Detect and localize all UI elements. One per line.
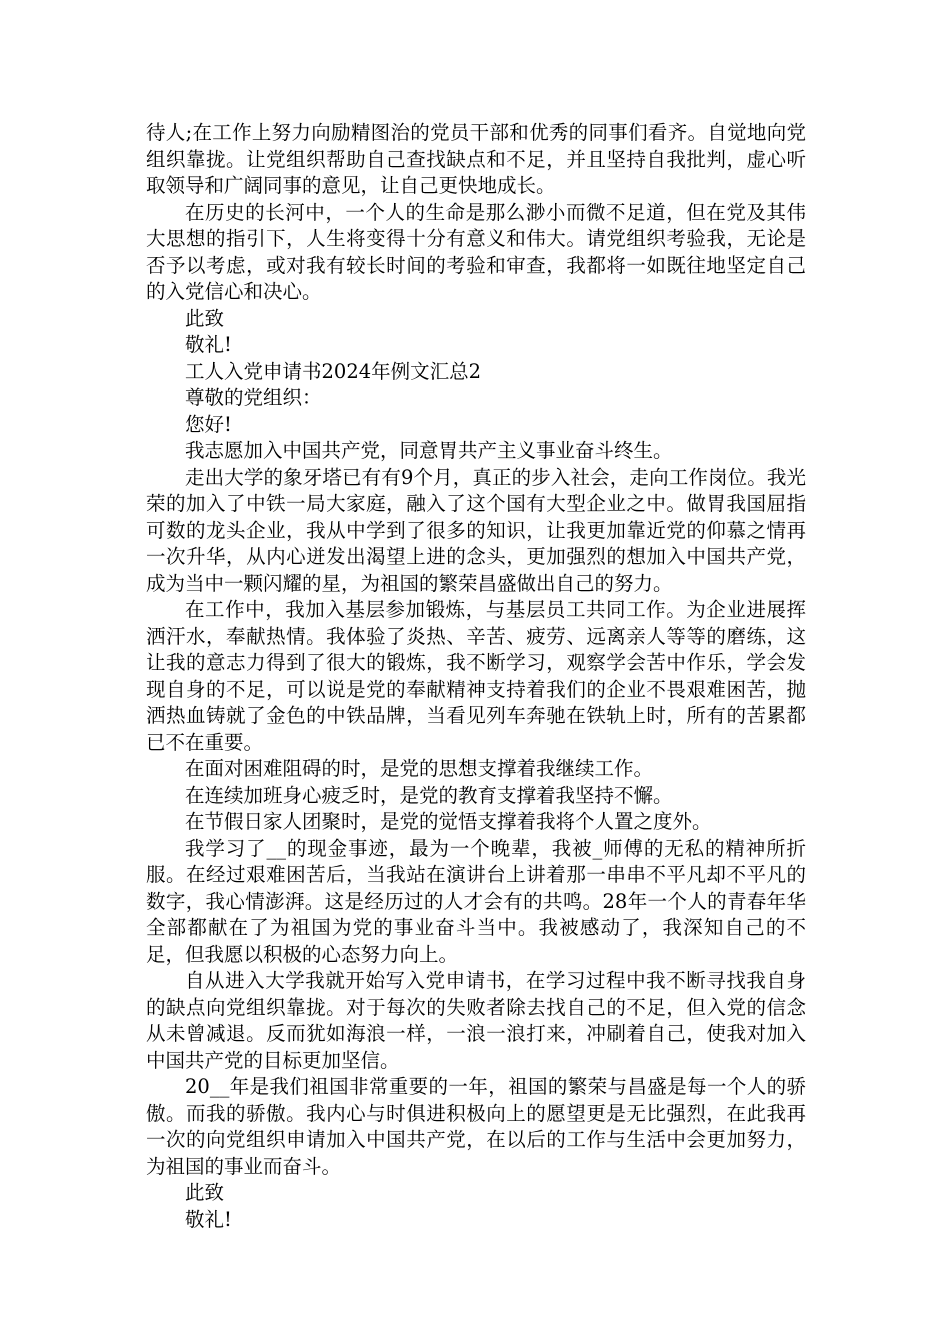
closing-salutation-2: 此致	[185, 1181, 225, 1204]
paragraph-year: 20__年是我们祖国非常重要的一年，祖国的繁荣与昌盛是每一个人的骄傲。而我的骄傲。我内心与时俱进积极向上的愿望更是无比强烈，在此我再一次的向党组织申请加入中国共产党，在以后的工作与生活中会更加努力，为祖国的事业而奋斗。	[146, 1075, 806, 1178]
document-page	[146, 120, 806, 1233]
paragraph-work: 在工作中，我加入基层参加锻炼，与基层员工共同工作。为企业进展挥洒汗水，奉献热情。我体验了炎热、辛苦、疲劳、远离亲人等等的磨练，这让我的意志力得到了很大的锻炼，我不断学习，观察学会苦中作乐，学会发现自身的不足，可以说是党的奉献精神支持着我们的企业不畏艰难困苦，抛洒热血铸就了金色的中铁品牌，当看见列车奔驰在铁轨上时，所有的苦累都已不在重要。	[146, 598, 806, 754]
paragraph-learning: 我学习了__的现金事迹，最为一个晚辈，我被_师傅的无私的精神所折服。在经过艰难困苦后，当我站在演讲台上讲着那一串串不平凡却不平凡的数字，我心情澎湃。这是经历过的人才会有的共鸣。28年一个人的青春年华全部都献在了为祖国为党的事业奋斗当中。我被感动了，我深知自己的不足，但我愿以积极的心态努力向上。	[146, 836, 806, 966]
closing-salutation: 此致	[185, 306, 225, 330]
closing-regards: 敬礼!	[185, 333, 232, 356]
greeting-addressee: 尊敬的党组织：	[185, 386, 322, 409]
paragraph-history: 在历史的长河中，一个人的生命是那么渺小而微不足道，但在党及其伟大思想的指引下，人生将变得十分有意义和伟大。请党组织考验我，无论是否予以考虑，或对我有较长时间的考验和审查，我都将一如既往地坚定自己的入党信心和决心。	[146, 200, 806, 303]
paragraph-holiday: 在节假日家人团聚时，是党的觉悟支撑着我将个人置之度外。	[185, 810, 712, 833]
section-heading: 工人入党申请书2024年例文汇总2	[185, 359, 482, 383]
closing-regards-2: 敬礼!	[185, 1207, 232, 1231]
paragraph-difficulty: 在面对困难阻碍的时，是党的思想支撑着我继续工作。	[185, 757, 654, 780]
paragraph-continuation: 待人;在工作上努力向励精图治的党员干部和优秀的同事们看齐。自觉地向党组织靠拢。让党组织帮助自己查找缺点和不足，并且坚持自我批判，虚心听取领导和广阔同事的意见，让自己更快地成长。	[146, 121, 806, 197]
paragraph-pledge: 我志愿加入中国共产党，同意胃共产主义事业奋斗终生。	[185, 439, 673, 462]
paragraph-university: 自从进入大学我就开始写入党申请书，在学习过程中我不断寻找我自身的缺点向党组织靠拢。对于每次的失败者除去找自己的不足，但入党的信念从未曾减退。反而犹如海浪一样，一浪一浪打来，冲刷着自己，使我对加入中国共产党的目标更加坚信。	[146, 969, 806, 1072]
paragraph-overtime: 在连续加班身心疲乏时，是党的教育支撑着我坚持不懈。	[185, 783, 673, 807]
greeting-hello: 您好!	[185, 412, 232, 436]
paragraph-career-start: 走出大学的象牙塔已有有9个月，真正的步入社会，走向工作岗位。我光荣的加入了中铁一局大家庭，融入了这个国有大型企业之中。做胃我国屈指可数的龙头企业，我从中学到了很多的知识，让我更加靠近党的仰慕之情再一次升华，从内心迸发出渴望上进的念头，更加强烈的想加入中国共产党，成为当中一颗闪耀的星，为祖国的繁荣昌盛做出自己的努力。	[146, 465, 806, 595]
